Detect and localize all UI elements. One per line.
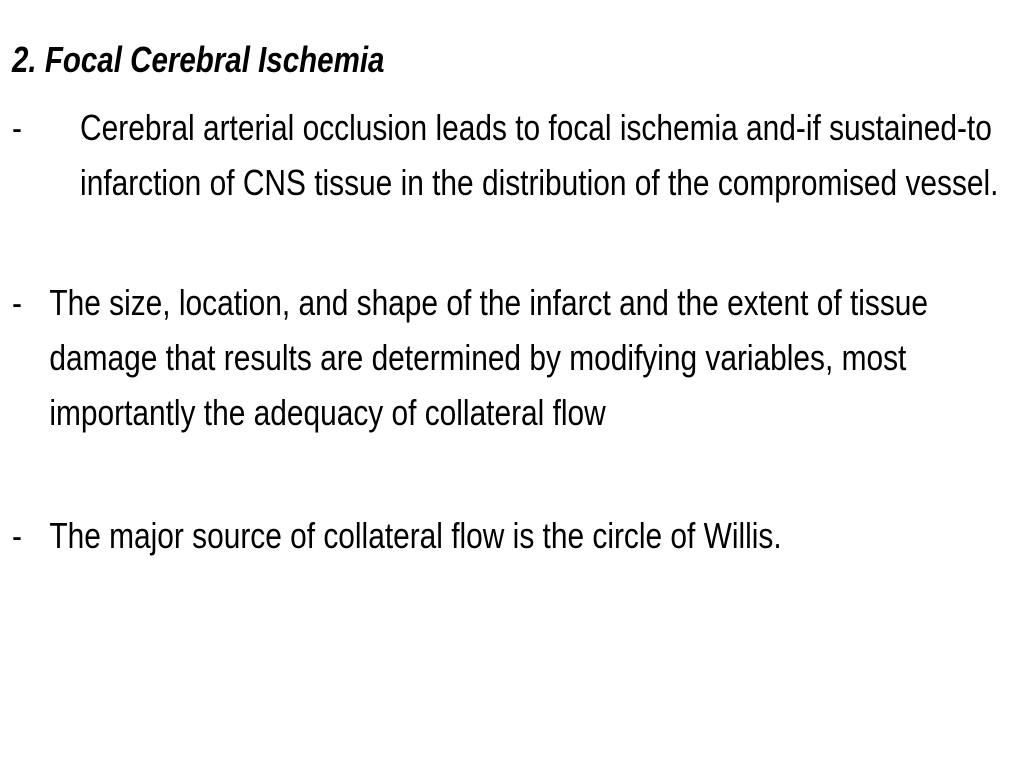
bullet-text: The size, location, and shape of the infarct and the extent of tissue damage that results are determined by modifying variables, most importantly the adequacy of collateral flow bbox=[49, 282, 929, 433]
bullet-item-2 bbox=[12, 275, 1012, 440]
bullet-marker: - bbox=[12, 515, 22, 556]
bullet-text: Cerebral arterial occlusion leads to focal ischemia and-if sustained-to infarction of CNS tissue in the distribution of the compromised vessel. bbox=[80, 107, 999, 203]
bullet-marker: - bbox=[12, 107, 22, 148]
bullet-item-1 bbox=[12, 100, 1008, 210]
bullet-text: The major source of collateral flow is the circle of Willis. bbox=[49, 515, 782, 556]
bullet-item-3 bbox=[12, 508, 1012, 563]
bullet-marker: - bbox=[12, 282, 22, 323]
slide-title: 2. Focal Cerebral Ischemia bbox=[12, 39, 385, 80]
